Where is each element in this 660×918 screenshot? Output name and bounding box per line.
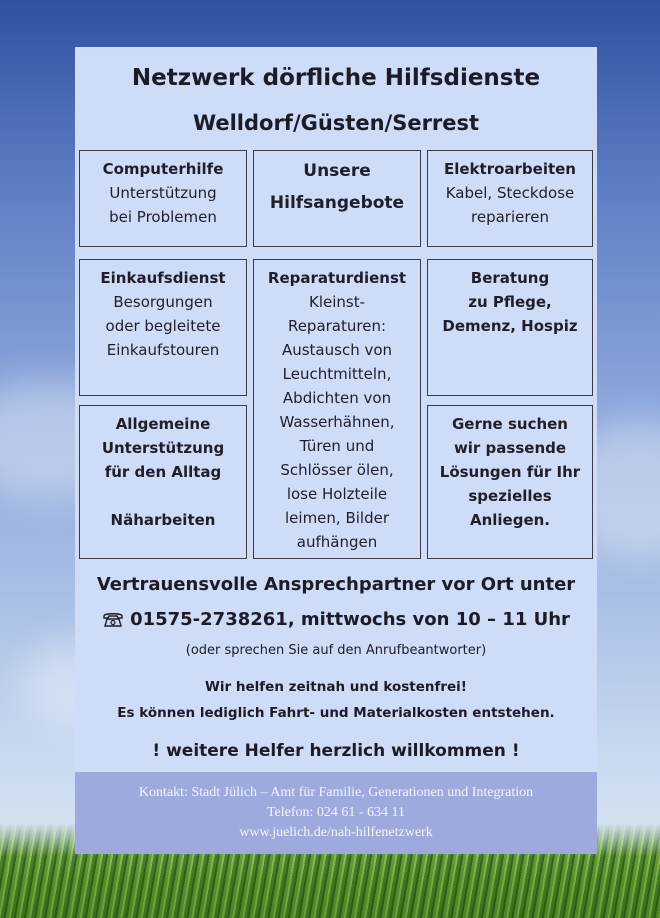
footer-website: www.juelich.de/nah-hilfenetzwerk bbox=[239, 825, 433, 840]
service-title: Einkaufsdienst bbox=[100, 269, 226, 287]
service-extra: Näharbeiten bbox=[110, 511, 216, 529]
service-text: Kabel, Steckdose reparieren bbox=[445, 184, 575, 226]
contact-intro: Vertrauensvolle Ansprechpartner vor Ort unter bbox=[96, 574, 576, 595]
service-title: Allgemeine Unterstützung für den Alltag bbox=[101, 415, 225, 481]
flyer-title: Netzwerk dörfliche Hilfsdienste bbox=[131, 65, 541, 91]
helpers-welcome: ! weitere Helfer herzlich willkommen ! bbox=[152, 741, 520, 761]
service-title: Beratung zu Pflege, Demenz, Hospiz bbox=[442, 269, 578, 335]
services-heading: Unsere Hilfsangebote bbox=[269, 161, 405, 213]
service-title: Computerhilfe bbox=[102, 160, 224, 178]
service-box-repair bbox=[253, 259, 421, 559]
contact-footer bbox=[75, 772, 597, 854]
flyer-panel bbox=[75, 47, 597, 772]
service-box-care bbox=[427, 259, 593, 396]
service-text: Kleinst- Reparaturen: Austausch von Leuchtmitteln, Abdichten von Wasserhähnen, Türen und Schlösser ölen, lose Holzteile leimen, Bilder aufhängen bbox=[279, 293, 395, 551]
flyer-subtitle: Welldorf/Güsten/Serrest bbox=[192, 111, 480, 135]
service-title: Gerne suchen wir passende Lösungen für Ihr spezielles Anliegen. bbox=[439, 415, 581, 529]
service-title: Elektroarbeiten bbox=[443, 160, 576, 178]
service-box-overview bbox=[253, 150, 421, 247]
free-service-text: Wir helfen zeitnah und kostenfrei! bbox=[205, 679, 467, 695]
service-title: Reparaturdienst bbox=[267, 269, 407, 287]
footer-office: Kontakt: Stadt Jülich – Amt für Familie, Generationen und Integration bbox=[138, 785, 534, 800]
service-text: Besorgungen oder begleitete Einkaufstouren bbox=[105, 293, 221, 359]
contact-phone: 01575-2738261, mittwochs von 10 – 11 Uhr bbox=[130, 609, 570, 630]
telephone-icon bbox=[102, 611, 124, 627]
answering-machine-note: (oder sprechen Sie auf den Anrufbeantworter) bbox=[185, 643, 487, 658]
service-box-custom bbox=[427, 405, 593, 559]
footer-phone: Telefon: 024 61 - 634 11 bbox=[266, 805, 406, 820]
contact-phone-line bbox=[75, 609, 597, 630]
service-box-computer bbox=[79, 150, 247, 247]
service-box-shopping bbox=[79, 259, 247, 396]
service-text: Unterstützung bei Problemen bbox=[109, 184, 217, 226]
service-box-everyday bbox=[79, 405, 247, 559]
costs-text: Es können lediglich Fahrt- und Materialkosten entstehen. bbox=[117, 705, 555, 721]
service-box-electro bbox=[427, 150, 593, 247]
